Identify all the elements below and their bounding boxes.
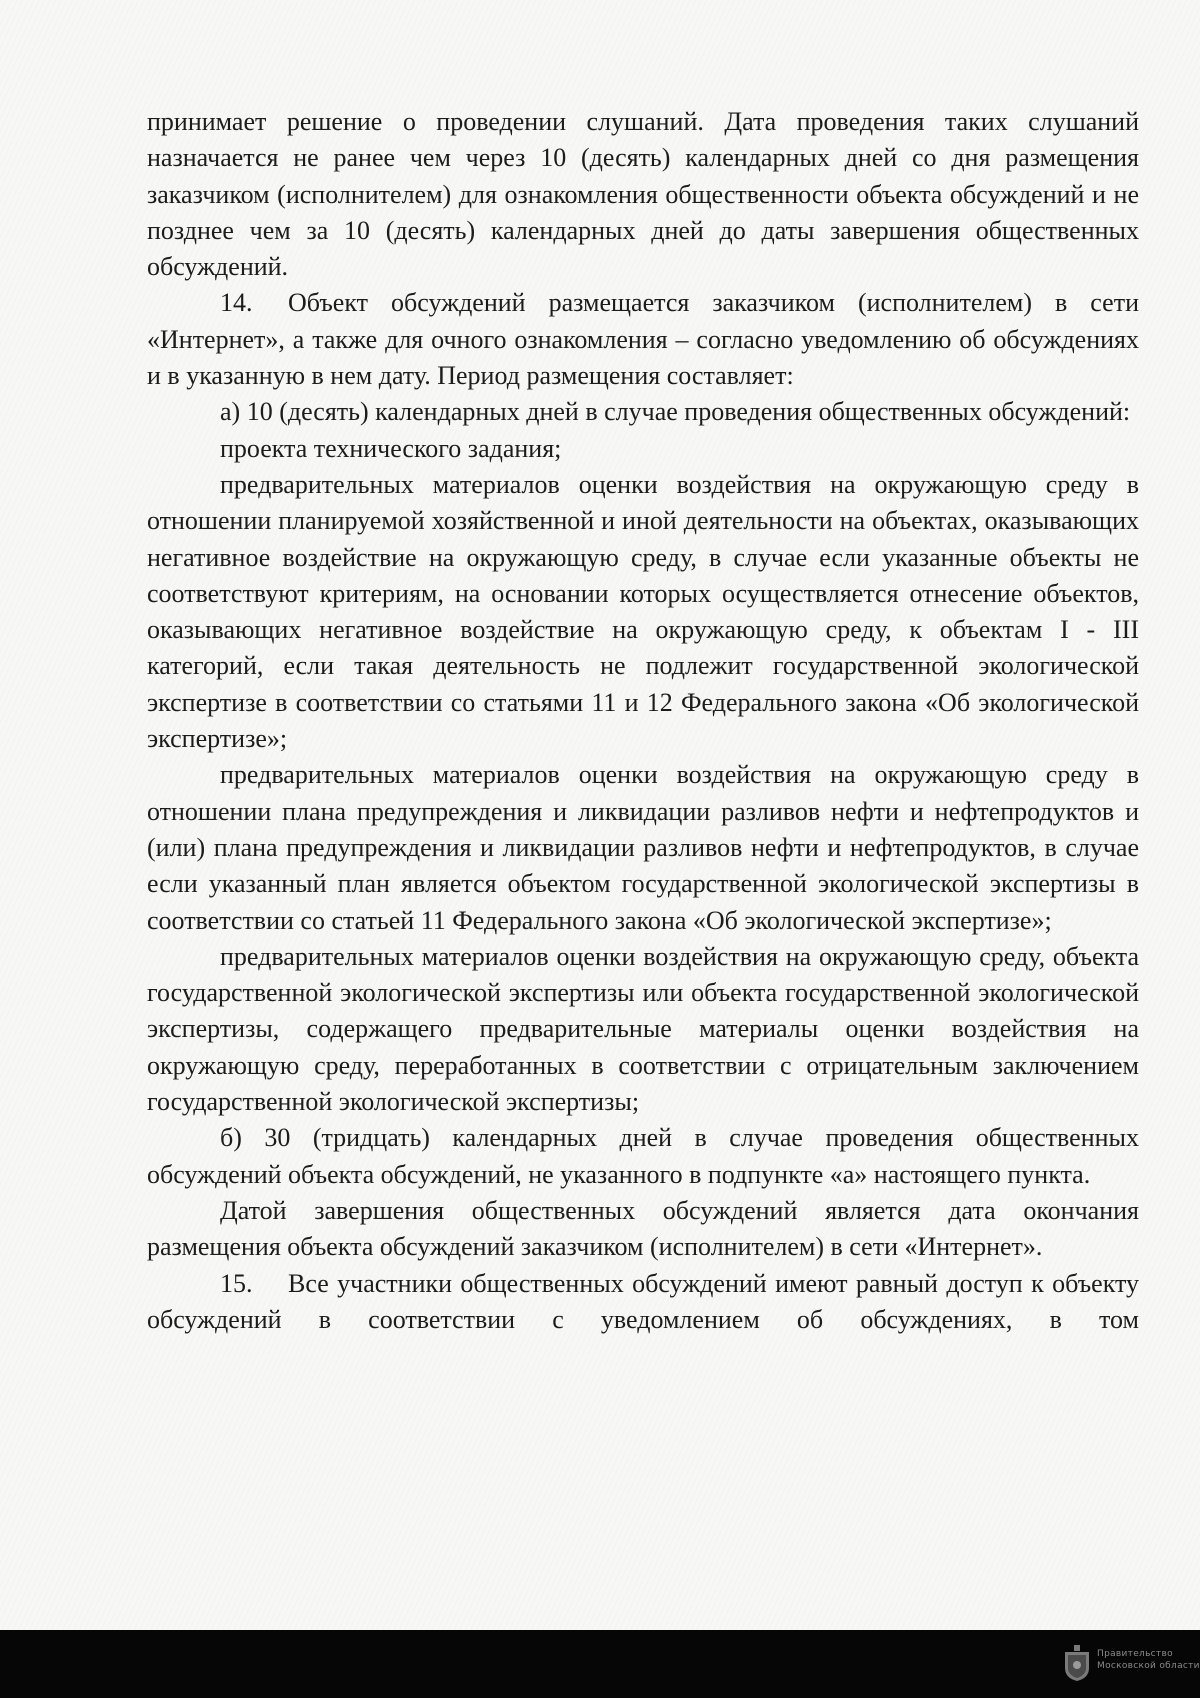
paragraph-completion-date: Датой завершения общественных обсуждений является дата окончания размещения объекта обсуждений заказчиком (исполнителем) в сети «Интернет». [147,1195,1139,1262]
paragraph-subitem-a: а) 10 (десять) календарных дней в случае проведения общественных обсуждений: [220,397,1131,427]
paragraph-item-14 [147,285,1139,394]
footer-label [1097,1648,1200,1672]
item-number: 15. [220,1268,253,1298]
document-body [147,104,1139,1338]
paragraph-subitem-b: б) 30 (тридцать) календарных дней в случае проведения общественных обсуждений объекта обсуждений, не указанного в подпункте «а» настоящего пункта. [147,1123,1139,1189]
item-number: 14. [220,288,253,318]
paragraph-continuation: принимает решение о проведении слушаний. Дата проведения таких слушаний назначается не ранее чем через 10 (десять) календарных дней со дня размещения заказчиком (исполнителем) для ознакомления общественности объекта обсуждений и не позднее чем за 10 (десять) календарных дней до даты завершения общественных обсуждений. [147,107,1139,282]
paragraph-preliminary-materials-3: предварительных материалов оценки воздействия на окружающую среду, объекта государственной экологической экспертизы или объекта государственной экологической экспертизы, содержащего предварительные материалы оценки воздействия на окружающую среду, переработанных в соответствии с отрицательным заключением государственной экологической экспертизы; [147,941,1139,1117]
paragraph-preliminary-materials-2: предварительных материалов оценки воздействия на окружающую среду в отношении плана предупреждения и ликвидации разливов нефти и нефтепродуктов и (или) плана предупреждения и ликвидации разливов нефти и нефтепродуктов, в случае если указанный план является объектом государственной экологической экспертизы в соответствии со статьей 11 Федерального закона «Об экологической экспертизе»; [147,760,1139,935]
paragraph-preliminary-materials-1: предварительных материалов оценки воздействия на окружающую среду в отношении планируемой хозяйственной и иной деятельности на объектах, оказывающих негативное воздействие на окружающую среду, в случае если указанные объекты не соответствуют критериям, на основании которых осуществляется отнесение объектов, оказывающих негативное воздействие на окружающую среду, к объектам I - III категорий, если такая деятельность не подлежит государственной экологической экспертизе в соответствии со статьями 11 и 12 Федерального закона «Об экологической экспертизе»; [147,469,1139,754]
paragraph-technical-spec: проекта технического задания; [220,433,562,463]
paragraph-item-15 [147,1266,1139,1339]
footer-bar [0,1630,1200,1698]
paragraph-text: Все участники общественных обсуждений имеют равный доступ к объекту обсуждений в соответствии с уведомлением об обсуждениях, в том [147,1268,1139,1334]
footer-line-2: Московской области [1097,1661,1200,1671]
coat-of-arms-icon [1062,1644,1092,1682]
paragraph-text: Объект обсуждений размещается заказчиком (исполнителем) в сети «Интернет», а также для очного ознакомления – согласно уведомлению об обсуждениях и в указанную в нем дату. Период размещения составляет: [147,288,1139,391]
footer-line-1: Правительство [1097,1649,1173,1659]
